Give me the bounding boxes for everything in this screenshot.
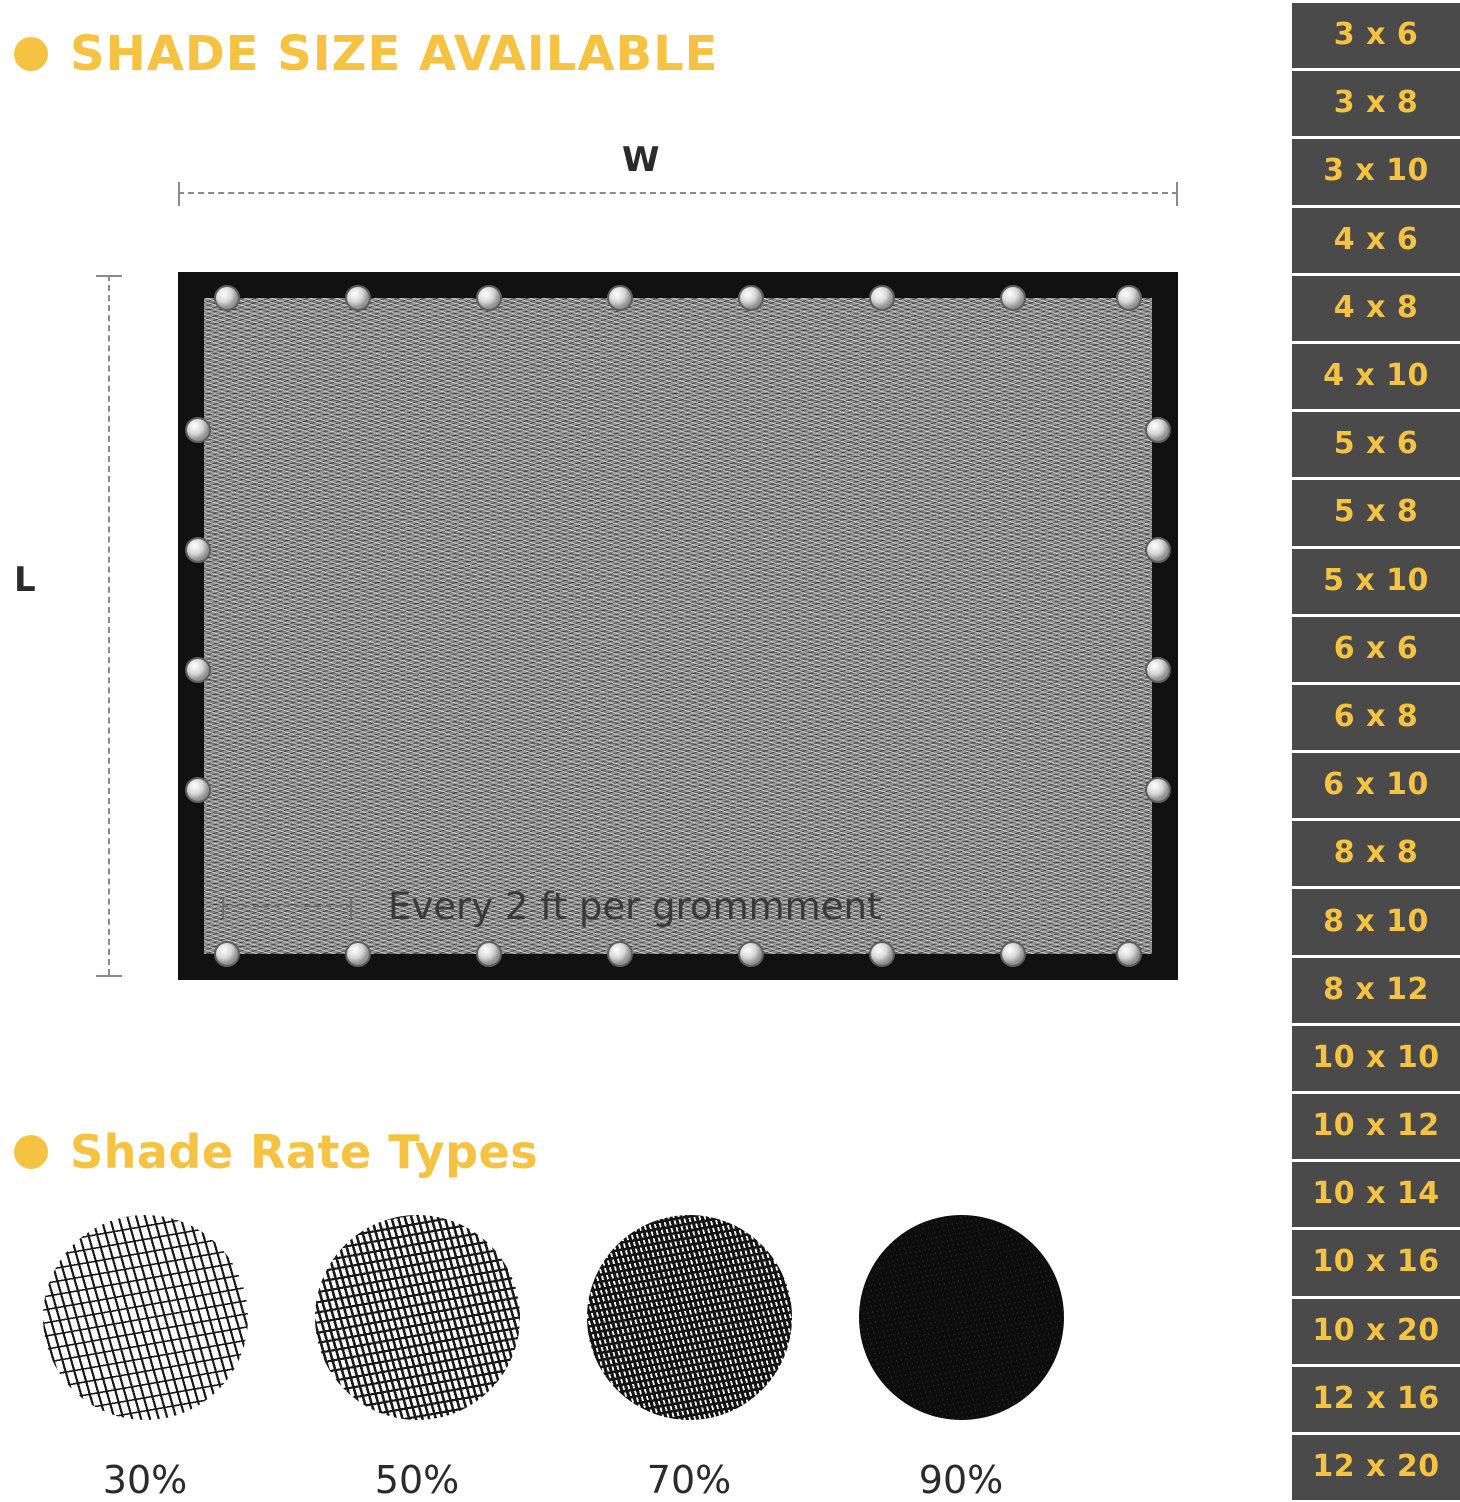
size-chip[interactable]: 5 x 6 [1292, 412, 1460, 477]
shade-rate-item [856, 1215, 1066, 1502]
size-chip[interactable]: 5 x 10 [1292, 549, 1460, 614]
grommet [1000, 941, 1026, 967]
grommet-spacing-note [222, 885, 881, 928]
grommet [1116, 285, 1142, 311]
size-chip[interactable]: 4 x 8 [1292, 276, 1460, 341]
width-dimension-label: W [622, 140, 660, 180]
grommet [1145, 777, 1171, 803]
mesh-swatch-50-icon [315, 1215, 520, 1420]
grommet [185, 777, 211, 803]
grommet [214, 285, 240, 311]
size-chip[interactable]: 10 x 14 [1292, 1162, 1460, 1227]
grommet [1145, 537, 1171, 563]
grommet [869, 285, 895, 311]
shade-rate-item [40, 1215, 250, 1502]
grommet [345, 941, 371, 967]
size-chip[interactable]: 3 x 6 [1292, 3, 1460, 68]
size-chip[interactable]: 10 x 16 [1292, 1230, 1460, 1295]
size-chip[interactable]: 3 x 10 [1292, 139, 1460, 204]
length-dimension-line [108, 275, 111, 975]
size-chip[interactable]: 8 x 12 [1292, 958, 1460, 1023]
grommet [1145, 657, 1171, 683]
size-chip[interactable]: 12 x 16 [1292, 1367, 1460, 1432]
grommet [869, 941, 895, 967]
grommet [607, 941, 633, 967]
grommet [185, 537, 211, 563]
length-dimension-label: L [14, 560, 36, 600]
size-chip[interactable]: 3 x 8 [1292, 71, 1460, 136]
width-dimension-tick-left [178, 182, 180, 206]
size-chip[interactable]: 5 x 8 [1292, 480, 1460, 545]
mesh-swatch-30-icon [43, 1215, 248, 1420]
tarp-diagram [0, 120, 1290, 1100]
size-chip[interactable]: 8 x 10 [1292, 889, 1460, 954]
grommet-spacing-text: Every 2 ft per grommment [388, 885, 882, 928]
shade-tarp [178, 272, 1178, 980]
shade-rate-label: 30% [102, 1458, 188, 1502]
size-chip[interactable]: 8 x 8 [1292, 821, 1460, 886]
shade-rate-item [584, 1215, 794, 1502]
grommet [1000, 285, 1026, 311]
size-chip[interactable]: 6 x 6 [1292, 617, 1460, 682]
size-chip[interactable]: 4 x 6 [1292, 208, 1460, 273]
shade-rate-label: 70% [646, 1458, 732, 1502]
shade-rate-list [40, 1215, 1220, 1502]
shade-rate-heading-text: Shade Rate Types [70, 1125, 539, 1179]
mesh-swatch-90-icon [859, 1215, 1064, 1420]
shade-rate-item [312, 1215, 522, 1502]
grommet [1145, 417, 1171, 443]
width-dimension-line [178, 192, 1178, 195]
grommet [345, 285, 371, 311]
grommet [738, 941, 764, 967]
grommet [185, 417, 211, 443]
grommet [607, 285, 633, 311]
grommet [738, 285, 764, 311]
shade-rate-label: 50% [374, 1458, 460, 1502]
size-chip[interactable]: 4 x 10 [1292, 344, 1460, 409]
size-chip[interactable]: 10 x 20 [1292, 1299, 1460, 1364]
width-dimension-tick-right [1176, 182, 1178, 206]
mesh-fabric [204, 298, 1152, 954]
bullet-dot-icon [14, 1135, 48, 1169]
shade-rate-label: 90% [918, 1458, 1004, 1502]
size-chip[interactable]: 10 x 10 [1292, 1026, 1460, 1091]
size-chip[interactable]: 6 x 8 [1292, 685, 1460, 750]
grommet [1116, 941, 1142, 967]
bullet-dot-icon [14, 37, 48, 71]
shade-size-heading [14, 26, 718, 82]
grommet [476, 285, 502, 311]
length-dimension-tick-bottom [96, 975, 122, 977]
mesh-swatch-70-icon [587, 1215, 792, 1420]
length-dimension-tick-top [96, 275, 122, 277]
shade-rate-heading [14, 1125, 538, 1179]
size-chip[interactable]: 10 x 12 [1292, 1094, 1460, 1159]
shade-size-heading-text: SHADE SIZE AVAILABLE [70, 26, 719, 82]
size-chip[interactable]: 12 x 20 [1292, 1435, 1460, 1500]
grommet-spacing-bracket [222, 905, 352, 908]
available-size-list [1292, 0, 1460, 1500]
size-chip[interactable]: 6 x 10 [1292, 753, 1460, 818]
grommet [476, 941, 502, 967]
grommet [185, 657, 211, 683]
grommet [214, 941, 240, 967]
